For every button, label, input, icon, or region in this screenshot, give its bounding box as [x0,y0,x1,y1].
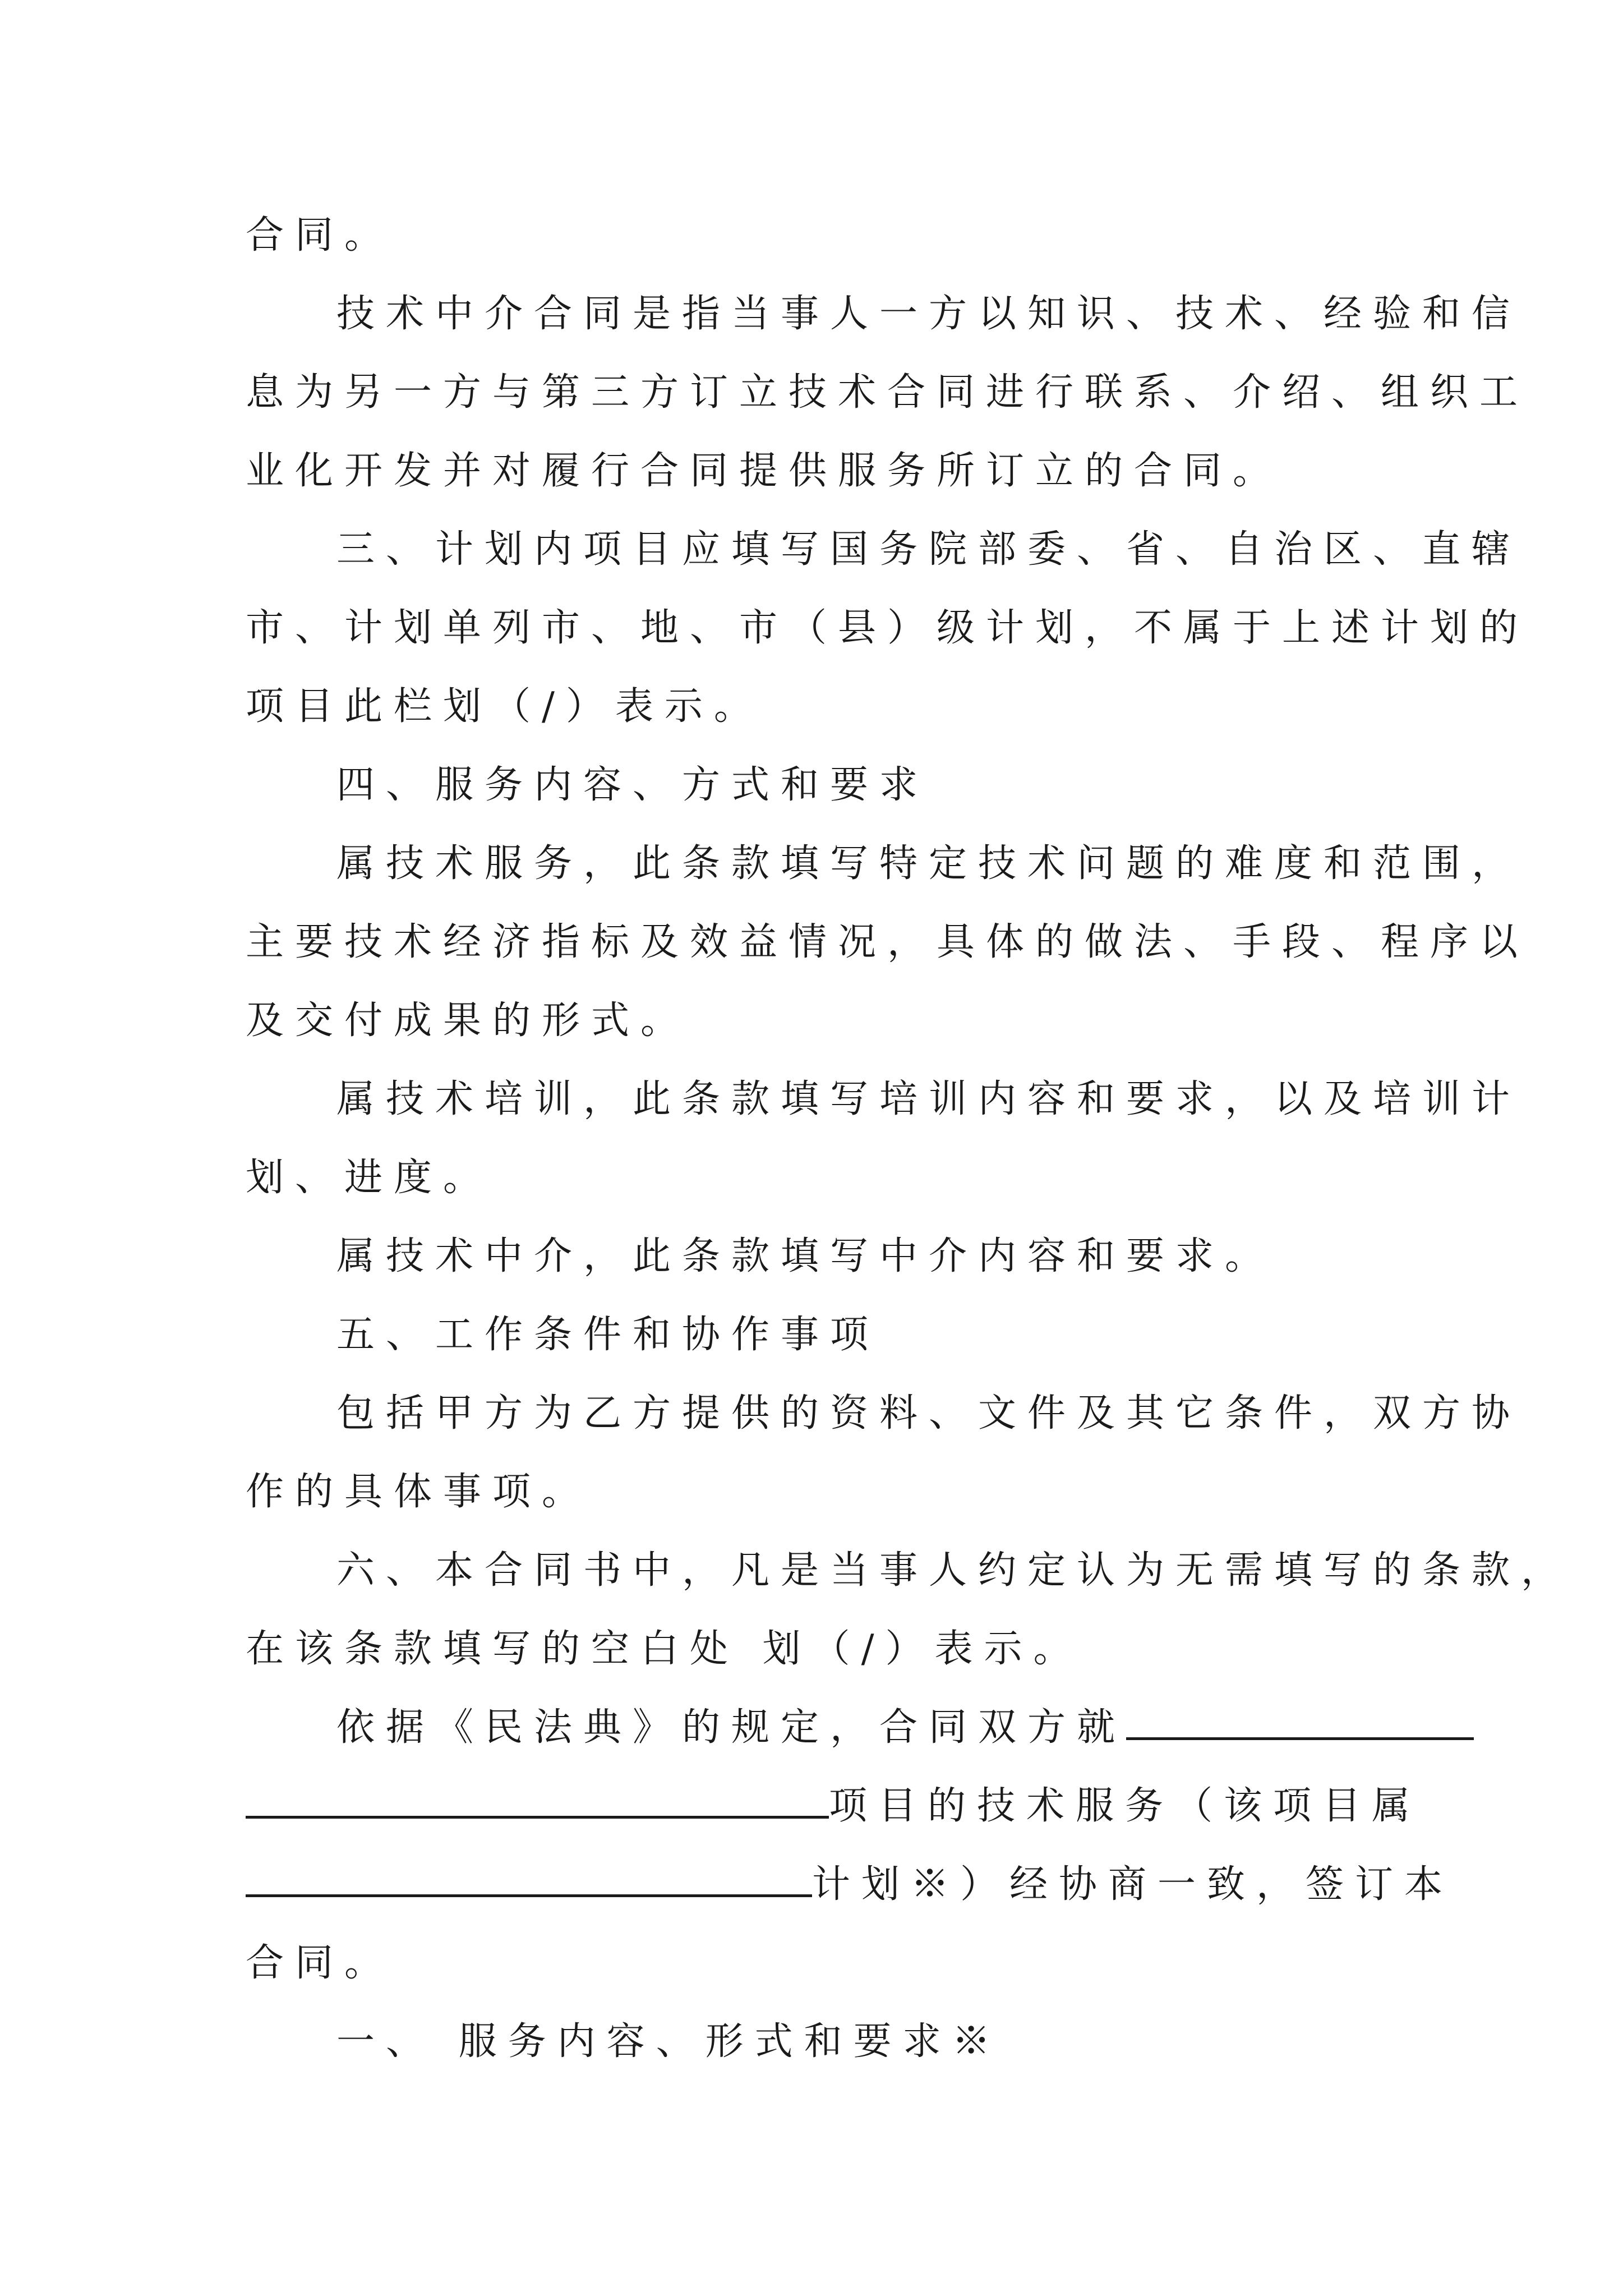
text-line-12: 属技术培训，此条款填写培训内容和要求，以及培训计 [336,1077,1521,1121]
project-name-blank[interactable] [1126,1706,1474,1740]
text-line-1: 合同。 [246,213,394,257]
text-line-2: 技术中介合同是指当事人一方以知识、技术、经验和信 [336,292,1521,336]
plan-type-blank[interactable] [246,1863,812,1897]
text-line-18: 六、本合同书中，凡是当事人约定认为无需填写的条款， [336,1548,1571,1593]
text-line-4: 业化开发并对履行合同提供服务所订立的合同。 [246,449,1283,493]
plan-clause-text: 计划※）经协商一致，签订本 [812,1862,1454,1907]
text-line-6: 市、计划单列市、地、市（县）级计划，不属于上述计划的 [246,606,1529,650]
text-line-22 [246,1851,1454,1918]
text-line-21 [246,1773,1422,1840]
section-heading-4: 四、服务内容、方式和要求 [336,763,929,807]
text-line-23: 合同。 [246,1941,394,1985]
project-name-blank-continued[interactable] [246,1784,829,1819]
section-heading-5: 五、工作条件和协作事项 [336,1313,880,1357]
text-line-13: 划、进度。 [246,1156,493,1200]
text-line-19: 在该条款填写的空白处 划（/）表示。 [246,1627,1083,1671]
section-heading-1: 一、 服务内容、形式和要求※ [336,2019,1002,2064]
text-line-5: 三、计划内项目应填写国务院部委、省、自治区、直辖 [336,527,1521,572]
text-line-16: 包括甲方为乙方提供的资料、文件及其它条件，双方协 [336,1391,1521,1435]
service-clause-text: 项目的技术服务（该项目属 [829,1784,1422,1828]
text-line-20 [336,1694,1391,1761]
text-line-10: 主要技术经济指标及效益情况，具体的做法、手段、程序以 [246,920,1529,964]
text-line-9: 属技术服务，此条款填写特定技术问题的难度和范围， [336,841,1521,886]
text-line-14: 属技术中介，此条款填写中介内容和要求。 [336,1234,1275,1278]
basis-clause-text: 依据《民法典》的规定，合同双方就 [336,1705,1127,1750]
text-line-17: 作的具体事项。 [246,1470,592,1514]
text-line-11: 及交付成果的形式。 [246,999,690,1043]
text-line-7: 项目此栏划（/）表示。 [246,684,763,729]
text-line-3: 息为另一方与第三方订立技术合同进行联系、介绍、组织工 [246,370,1529,415]
